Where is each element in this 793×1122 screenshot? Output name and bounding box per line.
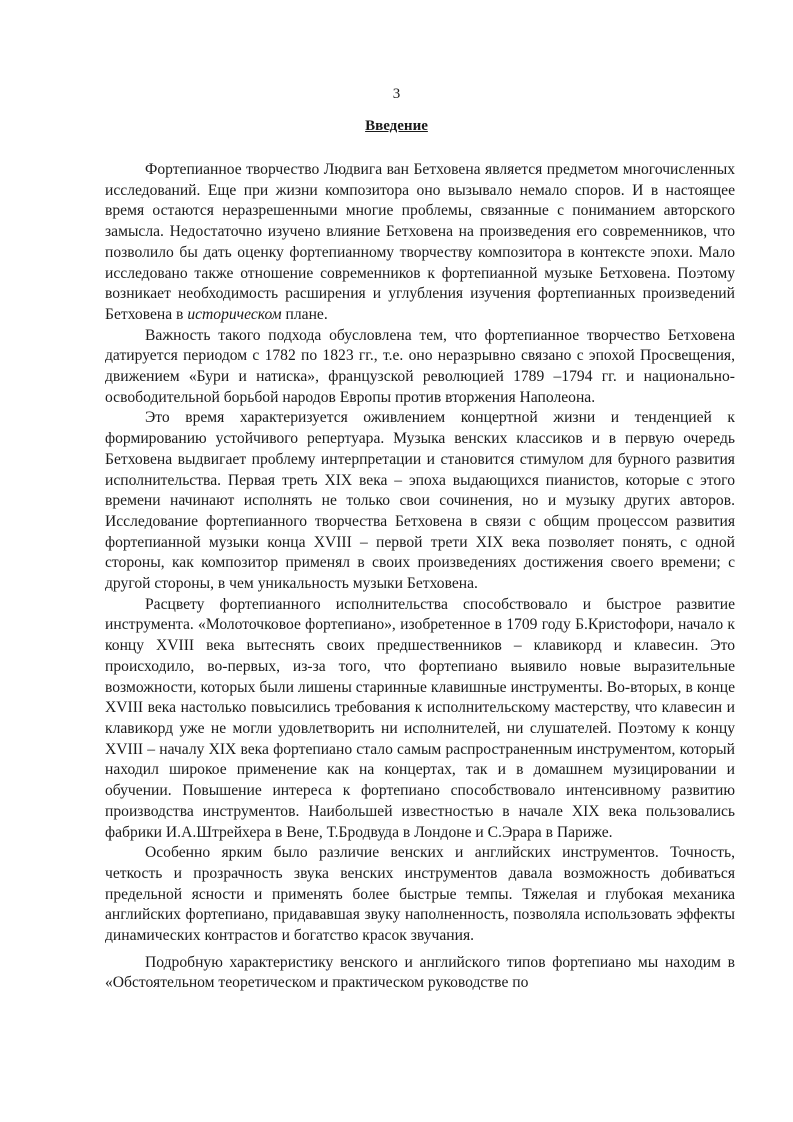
body-text — [105, 160, 735, 994]
paragraph: Подробную характеристику венского и английского типов фортепиано мы находим в «Обстоятельном теоретическом и практическом руководстве по — [105, 953, 735, 992]
page-number: 3 — [392, 86, 401, 102]
paragraph-text: Фортепианное творчество Людвига ван Бетховена является предметом многочисленных исследований. Еще при жизни композитора оно вызывало немало споров. И в настоящее время остаются неразрешенными многие проблемы, связанные с пониманием авторского замысла. Недостаточно изучено влияние Бетховена на произведения его современников, что позволило бы дать оценку фортепианному творчеству композитора в контексте эпохи. Мало исследовано также отношение современников к фортепианной музыке Бетховена. Поэтому возникает необходимость расширения и углубления изучения фортепианных произведений Бетховена в — [105, 161, 735, 323]
page-title: Введение — [365, 118, 428, 134]
paragraph: Расцвету фортепианного исполнительства способствовало и быстрое развитие инструмента. «Молоточковое фортепиано», изобретенное в 1709 году Б.Кристофори, начало к концу XVIII века вытеснять своих предшественников – клавикорд и клавесин. Это происходило, во-первых, из-за того, что фортепиано выявило новые выразительные возможности, которых были лишены старинные клавишные инструменты. Во-вторых, в конце XVIII века настолько повысились требования к исполнительскому мастерству, что клавесин и клавикорд уже не могли удовлетворить ни исполнителей, ни слушателей. Поэтому к концу XVIII – началу XIX века фортепиано стало самым распространенным инструментом, который находил широкое применение как на концертах, так и в домашнем музицировании и обучении. Повышение интереса к фортепиано способствовало интенсивному развитию производства инструментов. Наибольшей известностью в начале XIX века пользовались фабрики И.А.Штрейхера в Вене, Т.Бродвуда в Лондоне и С.Эрара в Париже. — [105, 595, 735, 841]
paragraph — [105, 160, 735, 326]
paragraph: Особенно ярким было различие венских и английских инструментов. Точность, четкость и прозрачность звука венских инструментов давала возможность добиваться предельной ясности и применять более быстрые темпы. Тяжелая и глубокая механика английских фортепиано, придававшая звуку наполненность, позволяла использовать эффекты динамических контрастов и богатство красок звучания. — [105, 844, 735, 945]
paragraph-text: плане. — [281, 305, 328, 323]
emphasis-text: историческом — [187, 305, 282, 323]
paragraph: Это время характеризуется оживлением концертной жизни и тенденцией к формированию устойчивого репертуара. Музыка венских классиков и в первую очередь Бетховена выдвигает проблему интерпретации и становится стимулом для бурного развития исполнительства. Первая треть XIX века – эпоха выдающихся пианистов, которые с этого времени начинают исполнять не только свои сочинения, но и музыку других авторов. Исследование фортепианного творчества Бетховена в связи с общим процессом развития фортепианной музыки конца XVIII – первой трети XIX века позволяет понять, с одной стороны, как композитор применял в своих произведениях достижения своего времени; с другой стороны, в чем уникальность музыки Бетховена. — [105, 409, 735, 593]
paragraph: Важность такого подхода обусловлена тем, что фортепианное творчество Бетховена датируется периодом с 1782 по 1823 гг., т.е. оно неразрывно связано с эпохой Просвещения, движением «Бури и натиска», французской революцией 1789 –1794 гг. и национально-освободительной борьбой народов Европы против вторжения Наполеона. — [105, 326, 735, 406]
